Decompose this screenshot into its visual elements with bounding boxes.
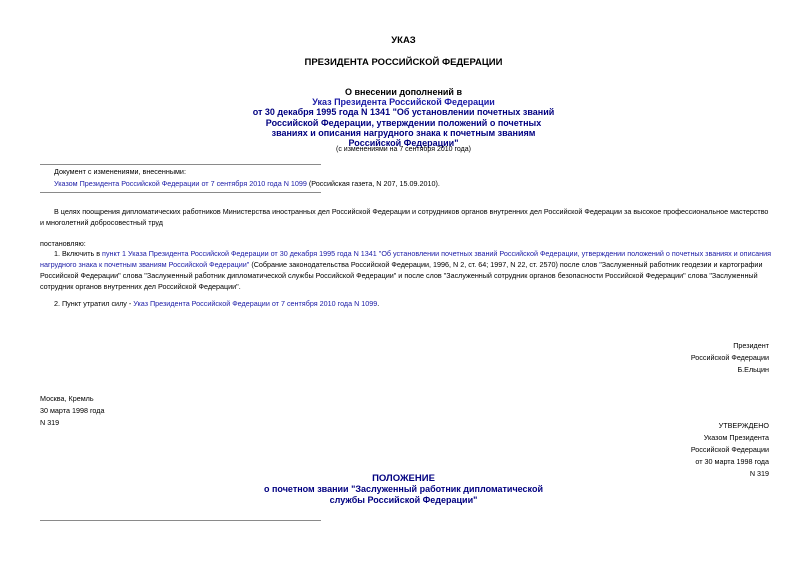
item-1-link-cont[interactable]: нагрудного знака к почетным званиям Российской Федерации": [40, 260, 250, 269]
preamble-line-1: В целях поощрения дипломатических работников Министерства иностранных дел Российской Федерации и сотрудников органов внутренних дел Российской Федерации за высокое профессиональное мастерство: [54, 207, 769, 216]
amendments-source: (Российская газета, N 207, 15.09.2010).: [306, 179, 440, 188]
approved-by: Указом Президента: [703, 433, 769, 442]
approved-block: [560, 420, 769, 480]
approved-country: Российской Федерации: [690, 445, 769, 454]
regulation-line-2: службы Российской Федерации": [329, 494, 478, 505]
document-issuer: ПРЕЗИДЕНТА РОССИЙСКОЙ ФЕДЕРАЦИИ: [304, 57, 503, 68]
item-2-prefix: 2. Пункт утратил силу -: [54, 299, 134, 308]
approved-date: от 30 марта 1998 года: [695, 457, 769, 466]
document-subject: [0, 87, 807, 148]
item-1-link[interactable]: пункт 1 Указа Президента Российской Федерации от 30 декабря 1995 года N 1341 "Об установлении почетных званий Российской Федерации, утверждении положений о почетных званиях и описания: [102, 249, 772, 258]
preamble-line-2: и многолетний добросовестный труд: [40, 218, 163, 227]
subject-line-2: от 30 декабря 1995 года N 1341 "Об установлении почетных званий: [252, 107, 555, 118]
item-2: [54, 298, 784, 310]
item-1-text: (Собрание законодательства Российской Федерации, 1996, N 2, ст. 64; 1997, N 22, ст. 2570) после слов "Заслуженный работник геодезии и картографии: [249, 260, 763, 269]
amendments-line: [54, 178, 754, 190]
decree-word: постановляю:: [40, 239, 86, 248]
amendments-block: [54, 166, 754, 190]
number: N 319: [40, 418, 60, 427]
subject-line-5: Российской Федерации": [348, 138, 459, 149]
date: 30 марта 1998 года: [40, 406, 105, 415]
regulation-subject: [0, 484, 807, 505]
item-2-link[interactable]: Указ Президента Российской Федерации от 7 сентября 2010 года N 1099: [133, 299, 378, 308]
referenced-decree-link[interactable]: Указ Президента Российской Федерации: [312, 97, 495, 108]
amendments-label: Документ с изменениями, внесенными:: [54, 167, 186, 176]
divider-bottom: [40, 192, 321, 193]
amending-decree-link[interactable]: Указом Президента Российской Федерации от 7 сентября 2010 года N 1099: [54, 179, 307, 188]
document-title: УКАЗ: [391, 35, 416, 46]
divider-footer: [40, 520, 321, 521]
edition-note: (с изменениями на 7 сентября 2010 года): [336, 146, 471, 153]
signature-country: Российской Федерации: [690, 353, 769, 362]
subject-line-4: званиях и описания нагрудного знака к почетным званиям: [271, 127, 536, 138]
item-2-suffix: .: [377, 299, 380, 308]
place: Москва, Кремль: [40, 394, 94, 403]
regulation-title: ПОЛОЖЕНИЕ: [372, 473, 435, 484]
item-1-line-3: Российской Федерации" слова "Заслуженный работник дипломатической службы Российской Федерации" и после слов "Заслуженный сотрудник органов безопасности Российской Федерации" слова "Заслуженный: [40, 271, 758, 280]
approved-number: N 319: [749, 469, 769, 478]
subject-line-1: [0, 87, 807, 107]
approved-label: УТВЕРЖДЕНО: [718, 421, 769, 430]
item-1-line-4: сотрудник органов внутренних дел Российской Федерации".: [40, 282, 241, 291]
signature-title: Президент: [733, 341, 769, 350]
signature-block: [560, 340, 769, 376]
subject-line-3: Российской Федерации, утверждении положений о почетных: [265, 117, 542, 128]
item-1-prefix: 1. Включить в: [54, 249, 103, 258]
signature-name: Б.Ельцин: [737, 365, 769, 374]
place-date-block: [40, 393, 240, 429]
regulation-line-1: о почетном звании "Заслуженный работник дипломатической: [264, 484, 543, 494]
subject-prefix: О внесении дополнений в: [345, 87, 462, 97]
divider-top: [40, 164, 321, 165]
